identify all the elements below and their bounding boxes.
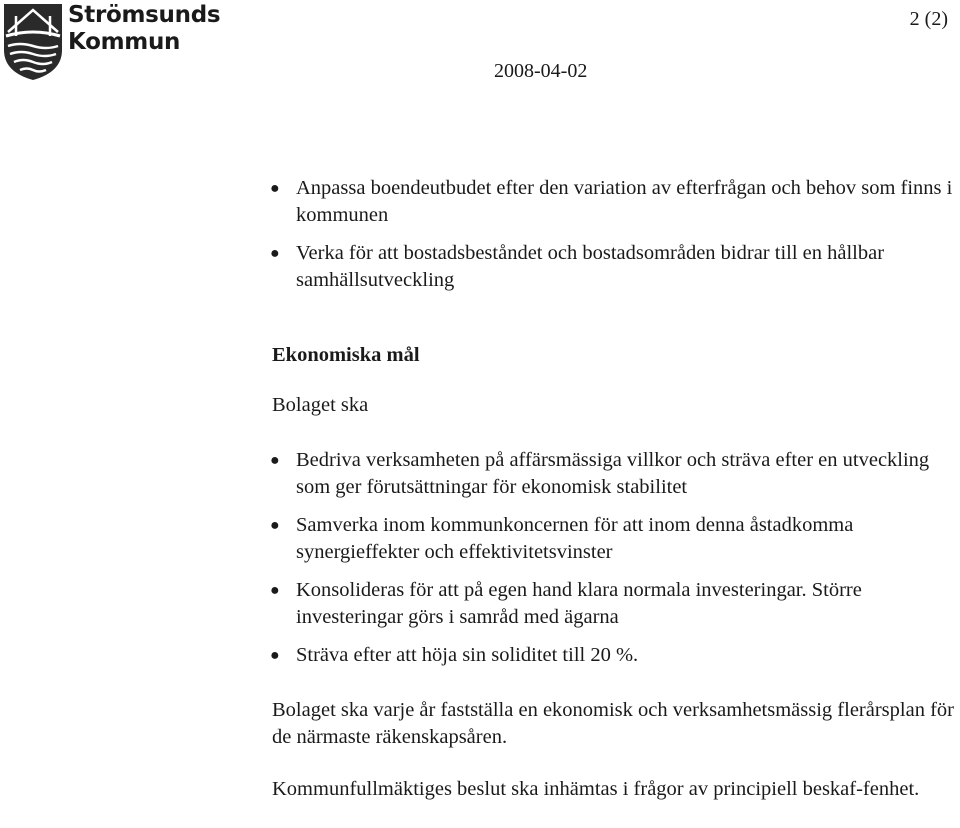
municipality-logo <box>2 2 221 84</box>
org-name-line2: Kommun <box>68 29 181 55</box>
list-item-text: Konsolideras för att på egen hand klara normala investeringar. Större investeringar görs i samråd med ägarna <box>296 579 862 628</box>
page-number: 2 (2) <box>909 8 948 30</box>
org-name <box>68 2 220 56</box>
list-item-text: Anpassa boendeutbudet efter den variation av efterfrågan och behov som finns i kommunen <box>296 177 953 226</box>
bullet-icon: ● <box>270 647 280 664</box>
list-item-text: Bedriva verksamheten på affärsmässiga villkor och sträva efter en utveckling som ger förutsättningar för ekonomisk stabilitet <box>296 449 930 498</box>
list-item-text: Samverka inom kommunkoncernen för att inom denna åstadkomma synergieffekter och effektivitetsvinster <box>296 514 854 563</box>
org-name-line1: Strömsunds <box>68 2 221 28</box>
list-item <box>272 642 960 669</box>
economic-goals-list <box>272 447 960 680</box>
list-item <box>272 447 960 501</box>
paragraph-multiyear-plan: Bolaget ska varje år fastställa en ekonomisk och verksamhetsmässig flerårsplan för de närmaste räkenskapsåren. <box>272 699 954 748</box>
document-date: 2008-04-02 <box>494 60 588 82</box>
list-item <box>272 512 960 566</box>
section-intro: Bolaget ska <box>272 394 369 416</box>
bullet-icon: ● <box>270 245 280 262</box>
section-heading: Ekonomiska mål <box>272 344 420 366</box>
list-item-text: Verka för att bostadsbeståndet och bostadsområden bidrar till en hållbar samhällsutveckling <box>296 242 885 291</box>
goals-list <box>272 175 960 305</box>
list-item <box>272 577 960 631</box>
bullet-icon: ● <box>270 452 280 469</box>
list-item-text: Sträva efter att höja sin soliditet till 20 %. <box>296 644 639 666</box>
bullet-icon: ● <box>270 582 280 599</box>
list-item <box>272 175 960 229</box>
paragraph-council-decision: Kommunfullmäktiges beslut ska inhämtas i frågor av principiell beskaf-fenhet. <box>272 778 920 800</box>
list-item <box>272 240 960 294</box>
bullet-icon: ● <box>270 180 280 197</box>
bullet-icon: ● <box>270 517 280 534</box>
bridge-shield-emblem-icon <box>2 2 64 82</box>
